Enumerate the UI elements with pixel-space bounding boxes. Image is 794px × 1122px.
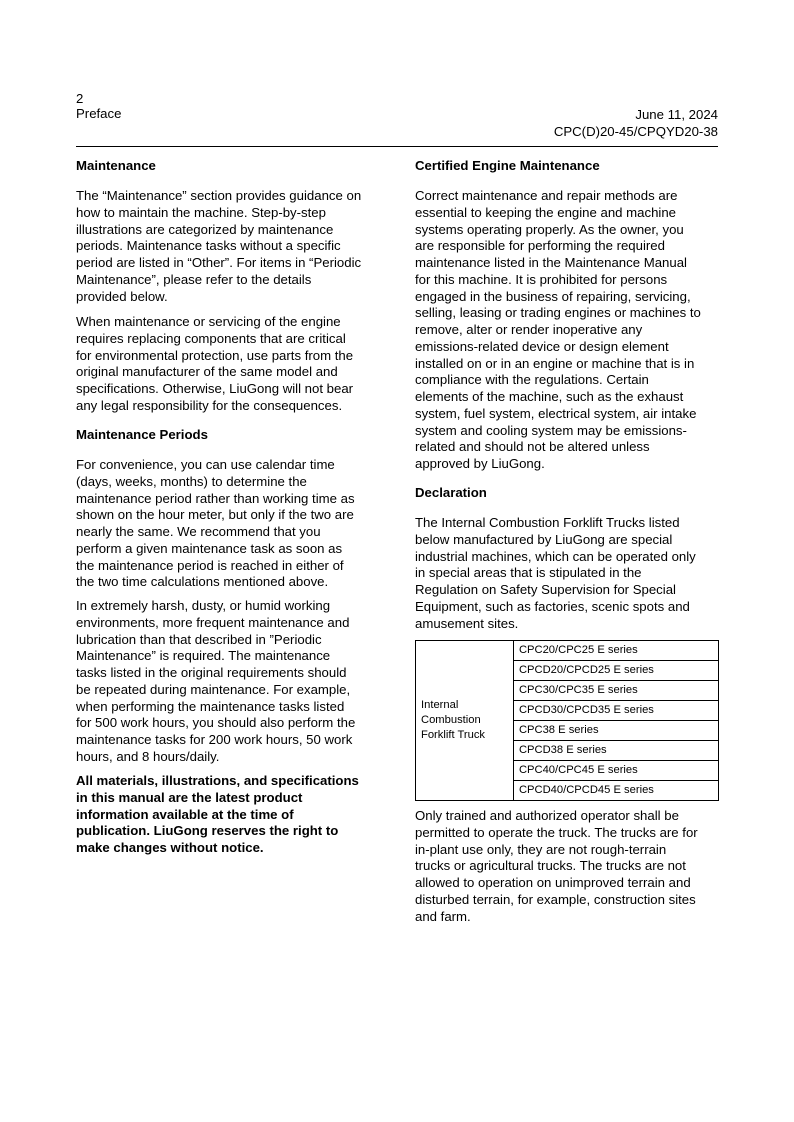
text-line: periods. Maintenance tasks without a specific: [76, 238, 341, 254]
text-line: the two time calculations mentioned above.: [76, 574, 329, 590]
series-cell: CPC38 E series: [513, 721, 718, 741]
text-line: perform a given maintenance task as soon as: [76, 540, 343, 556]
header-divider: [76, 146, 718, 147]
text-line: in special areas that is stipulated in the: [415, 565, 642, 581]
text-line: The Internal Combustion Forklift Trucks listed: [415, 515, 680, 530]
text-line: and farm.: [415, 908, 471, 924]
certified-engine-heading: Certified Engine Maintenance: [415, 158, 600, 173]
maintenance-heading: Maintenance: [76, 158, 156, 173]
text-line: All materials, illustrations, and specifications: [76, 773, 359, 788]
text-line: Regulation on Safety Supervision for Special: [415, 582, 676, 597]
text-line: allowed to operation on unimproved terrain and: [415, 875, 691, 890]
text-line: nearly the same. We recommend that you: [76, 524, 321, 539]
category-line: Combustion: [421, 714, 481, 726]
text-line: emissions-related device or design element: [415, 338, 669, 354]
text-line: In extremely harsh, dusty, or humid working: [76, 598, 331, 613]
series-cell: CPCD30/CPCD35 E series: [513, 701, 718, 721]
maintenance-periods-heading: Maintenance Periods: [76, 427, 208, 442]
header-date: June 11, 2024: [635, 107, 718, 122]
text-line: compliance with the regulations. Certain: [415, 372, 649, 388]
page-number: 2: [76, 91, 84, 106]
text-line: When maintenance or servicing of the engine: [76, 314, 341, 329]
text-line: be repeated during maintenance. For example,: [76, 681, 351, 697]
maintenance-periods-paragraph-1: [76, 457, 355, 591]
forklift-series-table: [415, 640, 719, 801]
declaration-heading: Declaration: [415, 485, 487, 500]
text-line: Equipment, such as factories, scenic spots and: [415, 598, 690, 614]
text-line: original manufacturer of the same model and: [76, 364, 338, 380]
series-cell: CPC40/CPC45 E series: [513, 761, 718, 781]
text-line: information available at the time of: [76, 806, 294, 822]
series-cell: CPCD20/CPCD25 E series: [513, 661, 718, 681]
text-line: the maintenance period is reached in either of: [76, 557, 344, 573]
text-line: lubrication than that described in ”Periodic: [76, 631, 322, 647]
text-line: for 500 work hours, you should also perform the: [76, 715, 356, 731]
text-line: specifications. Otherwise, LiuGong will not bear: [76, 381, 354, 396]
text-line: Maintenance” is required. The maintenance: [76, 648, 331, 664]
text-line: remove, alter or render inoperative any: [415, 322, 643, 337]
text-line: shown on the hour meter, but only if the two are: [76, 507, 354, 523]
text-line: maintenance listed in the Maintenance Manual: [415, 255, 687, 270]
series-cell: CPCD38 E series: [513, 741, 718, 761]
text-line: Correct maintenance and repair methods are: [415, 188, 678, 203]
disclaimer-paragraph: [76, 773, 359, 857]
text-line: systems operating properly. As the owner, you: [415, 221, 684, 237]
text-line: installed on or in an engine or machine that is in: [415, 355, 695, 371]
text-line: permitted to operate the truck. The trucks are for: [415, 824, 698, 840]
text-line: environments, more frequent maintenance and: [76, 614, 350, 630]
certified-engine-paragraph: [415, 188, 701, 473]
text-line: engaged in the business of repairing, servicing,: [415, 288, 691, 304]
text-line: amusement sites.: [415, 615, 519, 631]
text-line: any legal responsibility for the consequences.: [76, 397, 343, 413]
text-line: requires replacing components that are critical: [76, 330, 346, 346]
text-line: For convenience, you can use calendar time: [76, 457, 335, 472]
text-line: for environmental protection, use parts from the: [76, 347, 354, 363]
text-line: elements of the machine, such as the exhaust: [415, 389, 684, 404]
text-line: period are listed in “Other”. For items in “Periodic: [76, 255, 362, 270]
text-line: disturbed terrain, for example, construction sites: [415, 891, 696, 907]
text-line: are responsible for performing the required: [415, 238, 665, 254]
category-line: Forklift Truck: [421, 729, 486, 741]
text-line: Only trained and authorized operator shall be: [415, 808, 679, 823]
text-line: hours, and 8 hours/daily.: [76, 748, 220, 764]
text-line: related and should not be altered unless: [415, 439, 650, 455]
text-line: approved by LiuGong.: [415, 456, 545, 471]
text-line: below manufactured by LiuGong are special: [415, 531, 673, 547]
category-cell: [416, 641, 514, 801]
text-line: system and cooling system may be emissions-: [415, 422, 687, 438]
declaration-paragraph-1: [415, 515, 696, 632]
series-cell: CPC20/CPC25 E series: [513, 641, 718, 661]
text-line: make changes without notice.: [76, 840, 264, 855]
text-line: Maintenance”, please refer to the details: [76, 271, 312, 287]
text-line: system, fuel system, electrical system, air intake: [415, 405, 697, 421]
text-line: tasks listed in the original requirements should: [76, 665, 347, 680]
page-header-right: [554, 107, 718, 140]
category-line: Internal: [421, 699, 459, 711]
table-row: [416, 641, 719, 661]
series-cell: CPCD40/CPCD45 E series: [513, 781, 718, 801]
page-header-left: [76, 91, 121, 121]
text-line: essential to keeping the engine and machine: [415, 204, 677, 220]
text-line: The “Maintenance” section provides guidance on: [76, 188, 362, 203]
series-cell: CPC30/CPC35 E series: [513, 681, 718, 701]
text-line: maintenance period rather than working time as: [76, 490, 355, 506]
maintenance-paragraph-1: [76, 188, 361, 305]
text-line: industrial machines, which can be operated only: [415, 548, 696, 564]
text-line: when performing the maintenance tasks listed: [76, 698, 345, 714]
maintenance-paragraph-2: [76, 314, 353, 415]
text-line: for this machine. It is prohibited for persons: [415, 271, 668, 287]
maintenance-periods-paragraph-2: [76, 598, 355, 766]
declaration-paragraph-2: [415, 808, 698, 925]
text-line: maintenance tasks for 200 work hours, 50 work: [76, 732, 353, 747]
header-model: CPC(D)20-45/CPQYD20-38: [553, 123, 718, 139]
text-line: in-plant use only, they are not rough-terrain: [415, 841, 667, 857]
text-line: how to maintain the machine. Step-by-step: [76, 204, 326, 220]
section-name: Preface: [76, 106, 122, 121]
text-line: provided below.: [76, 288, 168, 304]
text-line: publication. LiuGong reserves the right to: [76, 823, 339, 839]
text-line: (days, weeks, months) to determine the: [76, 473, 307, 489]
text-line: in this manual are the latest product: [76, 789, 303, 805]
text-line: illustrations are categorized by maintenance: [76, 221, 334, 237]
text-line: selling, leasing or trading engines or machines to: [415, 305, 701, 321]
text-line: trucks or agricultural trucks. The trucks are not: [415, 858, 686, 874]
